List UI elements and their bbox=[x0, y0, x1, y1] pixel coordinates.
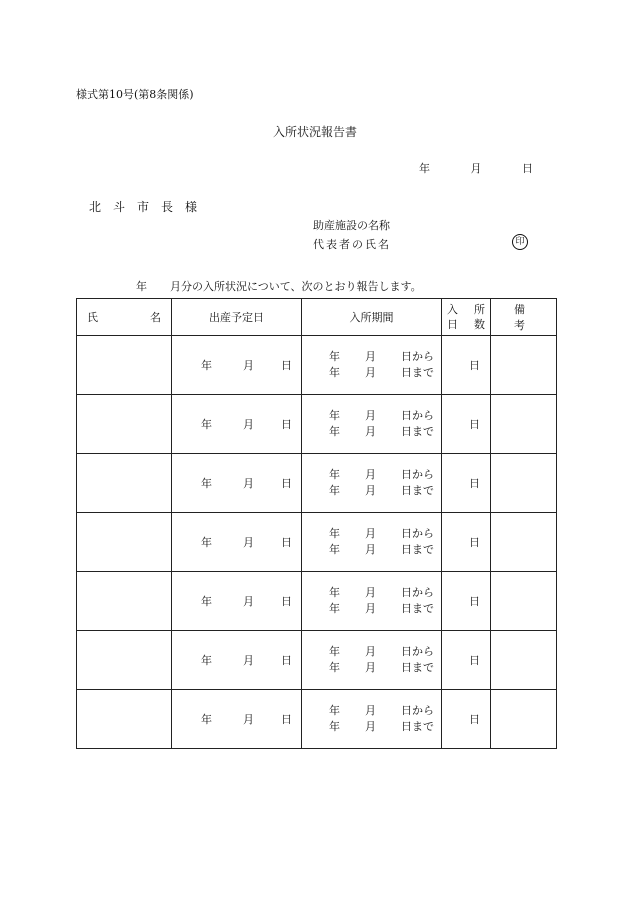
period-until-line bbox=[302, 424, 441, 440]
until-year-label: 年 bbox=[329, 602, 340, 615]
period-from-line bbox=[302, 526, 441, 542]
until-day-label: 日まで bbox=[401, 661, 434, 674]
due-month-label: 月 bbox=[243, 536, 254, 549]
due-day-label: 日 bbox=[281, 654, 292, 667]
due-month-label: 月 bbox=[243, 359, 254, 372]
from-year-label: 年 bbox=[329, 645, 340, 658]
name-cell[interactable] bbox=[77, 572, 172, 631]
due-month-label: 月 bbox=[243, 418, 254, 431]
from-day-label: 日から bbox=[401, 468, 434, 481]
until-day-label: 日まで bbox=[401, 543, 434, 556]
days-unit-label: 日 bbox=[469, 713, 480, 726]
until-month-label: 月 bbox=[365, 602, 376, 615]
admission-period-cell[interactable] bbox=[302, 572, 442, 631]
period-from-line bbox=[302, 585, 441, 601]
from-year-label: 年 bbox=[329, 527, 340, 540]
admission-days-cell[interactable] bbox=[442, 631, 491, 690]
header-days-bottom-right: 数 bbox=[474, 318, 485, 331]
name-cell[interactable] bbox=[77, 336, 172, 395]
due-year-label: 年 bbox=[201, 477, 212, 490]
from-month-label: 月 bbox=[365, 586, 376, 599]
name-cell[interactable] bbox=[77, 690, 172, 749]
seal-icon: 印 bbox=[512, 234, 528, 250]
from-year-label: 年 bbox=[329, 468, 340, 481]
table-row bbox=[77, 336, 557, 395]
admission-period-cell[interactable] bbox=[302, 395, 442, 454]
period-until-line bbox=[302, 660, 441, 676]
addressee: 北斗市長様 bbox=[89, 200, 210, 214]
notes-cell[interactable] bbox=[491, 572, 557, 631]
table-row bbox=[77, 513, 557, 572]
from-day-label: 日から bbox=[401, 527, 434, 540]
due-day-label: 日 bbox=[281, 595, 292, 608]
header-due-date: 出産予定日 bbox=[172, 299, 302, 336]
days-unit-label: 日 bbox=[469, 536, 480, 549]
table-header-row bbox=[77, 299, 557, 336]
due-date-cell[interactable] bbox=[172, 631, 302, 690]
due-date-cell[interactable] bbox=[172, 690, 302, 749]
until-month-label: 月 bbox=[365, 543, 376, 556]
name-cell[interactable] bbox=[77, 631, 172, 690]
date-month-label: 月 bbox=[470, 162, 482, 175]
due-month-label: 月 bbox=[243, 477, 254, 490]
representative-name-label: 代表者の氏名 bbox=[313, 238, 391, 251]
from-month-label: 月 bbox=[365, 527, 376, 540]
admission-days-cell[interactable] bbox=[442, 454, 491, 513]
header-days-bottom-left: 日 bbox=[447, 318, 458, 331]
table-row bbox=[77, 395, 557, 454]
admission-status-table bbox=[76, 298, 557, 749]
period-until-line bbox=[302, 719, 441, 735]
from-year-label: 年 bbox=[329, 586, 340, 599]
notes-cell[interactable] bbox=[491, 454, 557, 513]
until-year-label: 年 bbox=[329, 720, 340, 733]
until-year-label: 年 bbox=[329, 366, 340, 379]
due-year-label: 年 bbox=[201, 595, 212, 608]
until-year-label: 年 bbox=[329, 661, 340, 674]
name-cell[interactable] bbox=[77, 395, 172, 454]
name-cell[interactable] bbox=[77, 513, 172, 572]
days-unit-label: 日 bbox=[469, 359, 480, 372]
header-name-left: 氏 bbox=[87, 311, 98, 324]
table-row bbox=[77, 454, 557, 513]
period-until-line bbox=[302, 542, 441, 558]
period-from-line bbox=[302, 703, 441, 719]
due-date-cell[interactable] bbox=[172, 454, 302, 513]
due-month-label: 月 bbox=[243, 713, 254, 726]
due-year-label: 年 bbox=[201, 654, 212, 667]
until-month-label: 月 bbox=[365, 425, 376, 438]
from-year-label: 年 bbox=[329, 409, 340, 422]
from-month-label: 月 bbox=[365, 704, 376, 717]
admission-days-cell[interactable] bbox=[442, 690, 491, 749]
notes-cell[interactable] bbox=[491, 631, 557, 690]
period-from-line bbox=[302, 349, 441, 365]
due-day-label: 日 bbox=[281, 418, 292, 431]
due-year-label: 年 bbox=[201, 536, 212, 549]
due-day-label: 日 bbox=[281, 536, 292, 549]
due-date-cell[interactable] bbox=[172, 513, 302, 572]
from-day-label: 日から bbox=[401, 409, 434, 422]
from-month-label: 月 bbox=[365, 350, 376, 363]
days-unit-label: 日 bbox=[469, 477, 480, 490]
admission-period-cell[interactable] bbox=[302, 336, 442, 395]
from-month-label: 月 bbox=[365, 468, 376, 481]
header-admission-days bbox=[442, 299, 491, 336]
from-month-label: 月 bbox=[365, 409, 376, 422]
until-month-label: 月 bbox=[365, 366, 376, 379]
due-year-label: 年 bbox=[201, 713, 212, 726]
due-year-label: 年 bbox=[201, 359, 212, 372]
admission-days-cell[interactable] bbox=[442, 336, 491, 395]
from-year-label: 年 bbox=[329, 704, 340, 717]
admission-days-cell[interactable] bbox=[442, 513, 491, 572]
facility-name-label: 助産施設の名称 bbox=[313, 219, 390, 232]
days-unit-label: 日 bbox=[469, 595, 480, 608]
table-row bbox=[77, 572, 557, 631]
notes-cell[interactable] bbox=[491, 395, 557, 454]
until-year-label: 年 bbox=[329, 425, 340, 438]
table-row bbox=[77, 690, 557, 749]
until-year-label: 年 bbox=[329, 484, 340, 497]
due-day-label: 日 bbox=[281, 713, 292, 726]
period-from-line bbox=[302, 467, 441, 483]
from-day-label: 日から bbox=[401, 350, 434, 363]
due-year-label: 年 bbox=[201, 418, 212, 431]
admission-period-cell[interactable] bbox=[302, 513, 442, 572]
due-date-cell[interactable] bbox=[172, 395, 302, 454]
until-month-label: 月 bbox=[365, 720, 376, 733]
until-year-label: 年 bbox=[329, 543, 340, 556]
until-day-label: 日まで bbox=[401, 602, 434, 615]
admission-period-cell[interactable] bbox=[302, 454, 442, 513]
notes-cell[interactable] bbox=[491, 336, 557, 395]
header-name-right: 名 bbox=[150, 311, 161, 324]
form-number: 様式第10号(第8条関係) bbox=[76, 88, 194, 101]
statement-text: 月分の入所状況について、次のとおり報告します。 bbox=[170, 280, 422, 293]
due-date-cell[interactable] bbox=[172, 336, 302, 395]
until-day-label: 日まで bbox=[401, 484, 434, 497]
from-month-label: 月 bbox=[365, 645, 376, 658]
until-day-label: 日まで bbox=[401, 425, 434, 438]
date-day-label: 日 bbox=[522, 162, 533, 175]
due-month-label: 月 bbox=[243, 654, 254, 667]
from-day-label: 日から bbox=[401, 586, 434, 599]
due-day-label: 日 bbox=[281, 359, 292, 372]
statement-year-label: 年 bbox=[136, 280, 147, 293]
until-month-label: 月 bbox=[365, 661, 376, 674]
header-days-top-left: 入 bbox=[447, 303, 458, 316]
header-name bbox=[77, 299, 172, 336]
days-unit-label: 日 bbox=[469, 418, 480, 431]
table-row bbox=[77, 631, 557, 690]
notes-cell[interactable] bbox=[491, 690, 557, 749]
until-day-label: 日まで bbox=[401, 366, 434, 379]
date-year-label: 年 bbox=[419, 162, 430, 175]
due-day-label: 日 bbox=[281, 477, 292, 490]
admission-days-cell[interactable] bbox=[442, 572, 491, 631]
from-day-label: 日から bbox=[401, 704, 434, 717]
header-days-top-right: 所 bbox=[474, 303, 485, 316]
statement-line bbox=[136, 278, 422, 294]
until-month-label: 月 bbox=[365, 484, 376, 497]
header-admission-period: 入所期間 bbox=[302, 299, 442, 336]
from-day-label: 日から bbox=[401, 645, 434, 658]
name-cell[interactable] bbox=[77, 454, 172, 513]
admission-period-cell[interactable] bbox=[302, 690, 442, 749]
from-year-label: 年 bbox=[329, 350, 340, 363]
notes-cell[interactable] bbox=[491, 513, 557, 572]
header-notes: 備考 bbox=[491, 299, 557, 336]
report-date bbox=[419, 160, 533, 176]
period-from-line bbox=[302, 644, 441, 660]
document-title: 入所状況報告書 bbox=[272, 125, 357, 139]
due-date-cell[interactable] bbox=[172, 572, 302, 631]
admission-period-cell[interactable] bbox=[302, 631, 442, 690]
period-until-line bbox=[302, 365, 441, 381]
due-month-label: 月 bbox=[243, 595, 254, 608]
period-from-line bbox=[302, 408, 441, 424]
until-day-label: 日まで bbox=[401, 720, 434, 733]
days-unit-label: 日 bbox=[469, 654, 480, 667]
period-until-line bbox=[302, 483, 441, 499]
admission-days-cell[interactable] bbox=[442, 395, 491, 454]
period-until-line bbox=[302, 601, 441, 617]
